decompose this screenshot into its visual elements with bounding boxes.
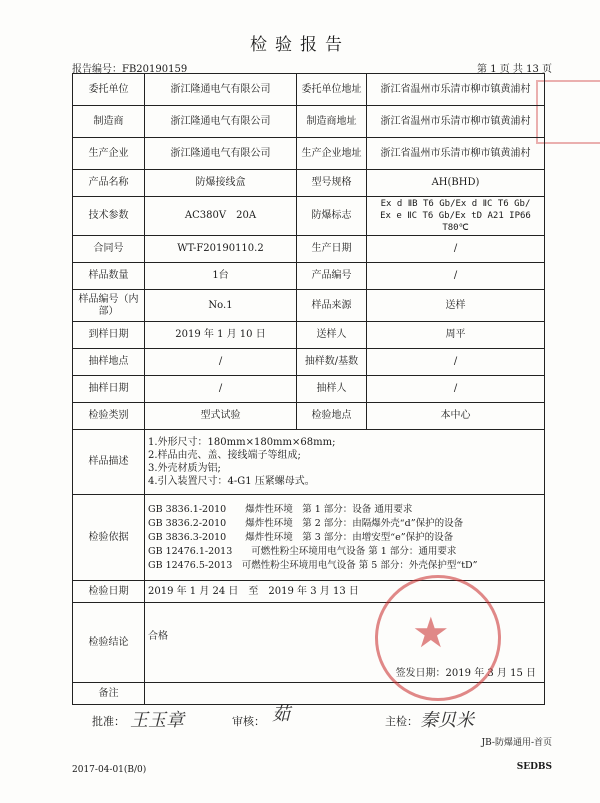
product-label: 产品名称 — [73, 170, 145, 197]
sampling-site-value: / — [145, 349, 297, 376]
producer-label: 生产企业 — [73, 138, 145, 170]
product-value: 防爆接线盒 — [145, 170, 297, 197]
basis-line: GB 3836.2-2010 爆炸性环境 第 2 部分：由隔爆外壳“d”保护的设备 — [148, 517, 464, 529]
desc-line: 2.样品由壳、盖、接线端子等组成; — [148, 450, 301, 461]
sampler-label: 抽样人 — [297, 376, 367, 403]
main-tester-signature: 秦贝米 — [420, 710, 474, 731]
type-label: 检验类别 — [73, 403, 145, 430]
sample-no-value: No.1 — [145, 290, 297, 322]
remark-value — [145, 683, 545, 705]
desc-line: 3.外壳材质为铝; — [148, 463, 221, 474]
model-label: 型号规格 — [297, 170, 367, 197]
sampling-base-label: 抽样数/基数 — [297, 349, 367, 376]
maker-label: 制造商 — [73, 106, 145, 138]
institute-logo: SEDBS — [516, 762, 552, 772]
client-addr-value: 浙江省温州市乐清市柳市镇黄浦村 — [367, 74, 545, 106]
tech-value: AC380V 20A — [145, 197, 297, 236]
client-value: 浙江隆通电气有限公司 — [145, 74, 297, 106]
sampling-date-label: 抽样日期 — [73, 376, 145, 403]
basis-line: GB 12476.5-2013 可燃性粉尘环境用电气设备 第 5 部分：外壳保护型“tD” — [148, 559, 478, 571]
side-seal-stamp — [536, 80, 600, 144]
sampler-value: / — [367, 376, 545, 403]
conclusion-label: 检验结论 — [73, 603, 145, 683]
desc-value — [145, 430, 545, 495]
report-number: 报告编号：FB20190159 — [72, 64, 188, 75]
form-name: JB-防爆通用-首页 — [481, 738, 552, 748]
sample-no-label: 样品编号（内部） — [73, 290, 145, 322]
conclusion-text: 合格 — [148, 631, 168, 642]
prod-date-label: 生产日期 — [297, 236, 367, 263]
model-value: AH(BHD) — [367, 170, 545, 197]
basis-line: GB 3836.3-2010 爆炸性环境 第 3 部分：由增安型“e”保护的设备 — [148, 531, 454, 543]
desc-label: 样品描述 — [73, 430, 145, 495]
basis-label: 检验依据 — [73, 495, 145, 581]
prod-date-value: / — [367, 236, 545, 263]
sampling-date-value: / — [145, 376, 297, 403]
exmark-value — [367, 197, 545, 236]
approve-label: 批准： — [92, 715, 125, 728]
maker-addr-value: 浙江省温州市乐清市柳市镇黄浦村 — [367, 106, 545, 138]
basis-line: GB 3836.1-2010 爆炸性环境 第 1 部分：设备 通用要求 — [148, 503, 413, 515]
type-value: 型式试验 — [145, 403, 297, 430]
sampling-site-label: 抽样地点 — [73, 349, 145, 376]
exmark-line-1: Ex d ⅡB T6 Gb/Ex d ⅡC T6 Gb/ — [380, 199, 531, 209]
maker-addr-label: 制造商地址 — [297, 106, 367, 138]
producer-value: 浙江隆通电气有限公司 — [145, 138, 297, 170]
tech-label: 技术参数 — [73, 197, 145, 236]
page-info: 第 1 页 共 13 页 — [477, 64, 552, 75]
remark-label: 备注 — [73, 683, 145, 705]
source-label: 样品来源 — [297, 290, 367, 322]
exmark-line-2: Ex e ⅡC T6 Gb/Ex tD A21 IP66 T80℃ — [380, 211, 531, 233]
sender-label: 送样人 — [297, 322, 367, 349]
qty-label: 样品数量 — [73, 263, 145, 290]
maker-value: 浙江隆通电气有限公司 — [145, 106, 297, 138]
producer-addr-label: 生产企业地址 — [297, 138, 367, 170]
producer-addr-value: 浙江省温州市乐清市柳市镇黄浦村 — [367, 138, 545, 170]
sampling-base-value: / — [367, 349, 545, 376]
report-title: 检验报告 — [250, 35, 350, 55]
sign-date: 签发日期：2019 年 3 月 15 日 — [395, 668, 536, 679]
desc-line: 4.引入装置尺寸：4-G1 压紧螺母式。 — [148, 476, 315, 487]
basis-value — [145, 495, 545, 581]
desc-line: 1.外形尺寸：180mm×180mm×68mm; — [148, 437, 336, 448]
source-value: 送样 — [367, 290, 545, 322]
place-value: 本中心 — [367, 403, 545, 430]
arrival-label: 到样日期 — [73, 322, 145, 349]
qty-value: 1台 — [145, 263, 297, 290]
seal-star-icon: ★ — [412, 608, 450, 657]
audit-label: 审核： — [232, 715, 265, 728]
form-version: 2017-04-01(B/0) — [72, 765, 147, 775]
main-test-label: 主检： — [385, 715, 418, 728]
client-addr-label: 委托单位地址 — [297, 74, 367, 106]
place-label: 检验地点 — [297, 403, 367, 430]
test-date-label: 检验日期 — [73, 581, 145, 603]
contract-value: WT-F20190110.2 — [145, 236, 297, 263]
contract-label: 合同号 — [73, 236, 145, 263]
exmark-label: 防爆标志 — [297, 197, 367, 236]
sender-value: 周平 — [367, 322, 545, 349]
prod-no-value: / — [367, 263, 545, 290]
basis-line: GB 12476.1-2013 可燃性粉尘环境用电气设备 第 1 部分：通用要求 — [148, 545, 457, 557]
prod-no-label: 产品编号 — [297, 263, 367, 290]
test-date-value: 2019 年 1 月 24 日 至 2019 年 3 月 13 日 — [145, 581, 545, 603]
client-label: 委托单位 — [73, 74, 145, 106]
auditor-signature: 茹 — [272, 704, 290, 725]
arrival-value: 2019 年 1 月 10 日 — [145, 322, 297, 349]
approver-signature: 王玉章 — [130, 710, 184, 731]
